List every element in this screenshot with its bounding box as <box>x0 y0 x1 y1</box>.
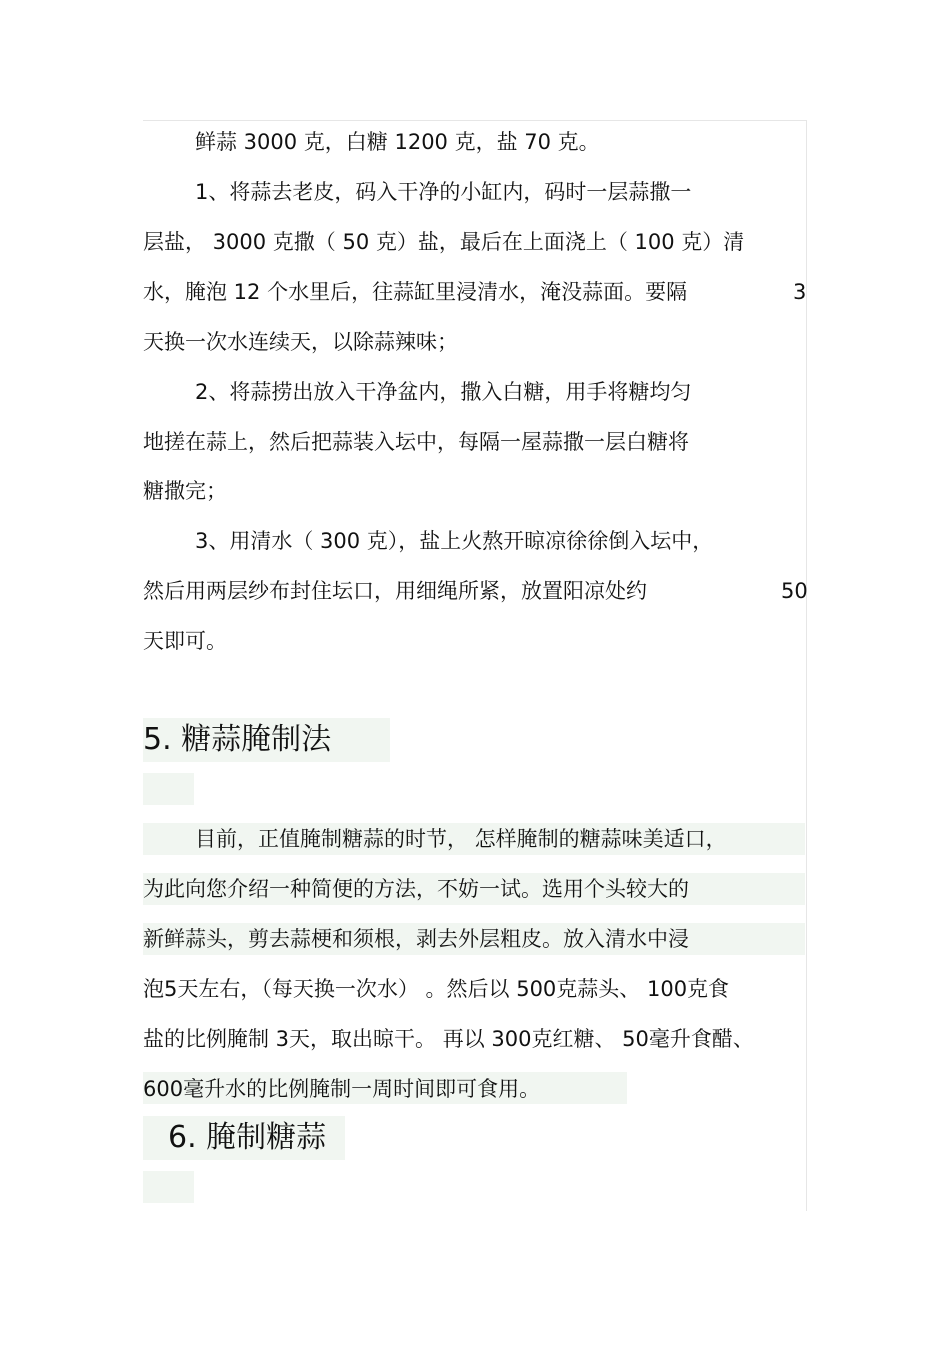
step1-line-3-number: 3 <box>793 280 807 304</box>
step1-line-4: 天换一次水连续天，以除蒜辣味； <box>143 330 458 354</box>
step3-line-2: 然后用两层纱布封住坛口，用细绳所紧，放置阳凉处约 <box>143 579 647 603</box>
empty-highlight-block-2 <box>143 1171 194 1203</box>
step3-line-3: 天即可。 <box>143 629 227 653</box>
section-5-line-1: 目前，正值腌制糖蒜的时节， 怎样腌制的糖蒜味美适口， <box>195 827 727 851</box>
step1-line-1: 1、将蒜去老皮，码入干净的小缸内，码时一层蒜撒一 <box>195 180 692 204</box>
step3-line-2-number: 50 <box>781 579 808 603</box>
step2-line-1: 2、将蒜捞出放入干净盆内，撒入白糖，用手将糖均匀 <box>195 380 692 404</box>
section-6-heading: 6. 腌制糖蒜 <box>168 1120 327 1155</box>
section-5-line-5: 盐的比例腌制 3天，取出晾干。 再以 300克红糖、 50毫升食醋、 <box>143 1027 754 1051</box>
step3-line-1: 3、用清水（ 300 克），盐上火熬开晾凉徐徐倒入坛中， <box>195 529 714 553</box>
section-5-line-3: 新鲜蒜头，剪去蒜梗和须根，剥去外层粗皮。放入清水中浸 <box>143 927 689 951</box>
ingredients-line: 鲜蒜 3000 克，白糖 1200 克，盐 70 克。 <box>195 130 600 154</box>
step2-line-3: 糖撒完； <box>143 479 227 503</box>
section-5-line-2: 为此向您介绍一种简便的方法，不妨一试。选用个头较大的 <box>143 877 689 901</box>
section-5-line-4: 泡5天左右，（每天换一次水） 。然后以 500克蒜头、 100克食 <box>143 977 730 1001</box>
step2-line-2: 地搓在蒜上，然后把蒜装入坛中，每隔一屋蒜撒一层白糖将 <box>143 430 689 454</box>
empty-highlight-block <box>143 773 194 805</box>
section-5-line-6: 600毫升水的比例腌制一周时间即可食用。 <box>143 1077 541 1101</box>
step1-line-2: 层盐， 3000 克撒（ 50 克）盐，最后在上面浇上（ 100 克）清 <box>143 230 745 254</box>
step1-line-3: 水，腌泡 12 个水里后，往蒜缸里浸清水，淹没蒜面。要隔 <box>143 280 688 304</box>
section-5-heading: 5. 糖蒜腌制法 <box>143 722 332 757</box>
